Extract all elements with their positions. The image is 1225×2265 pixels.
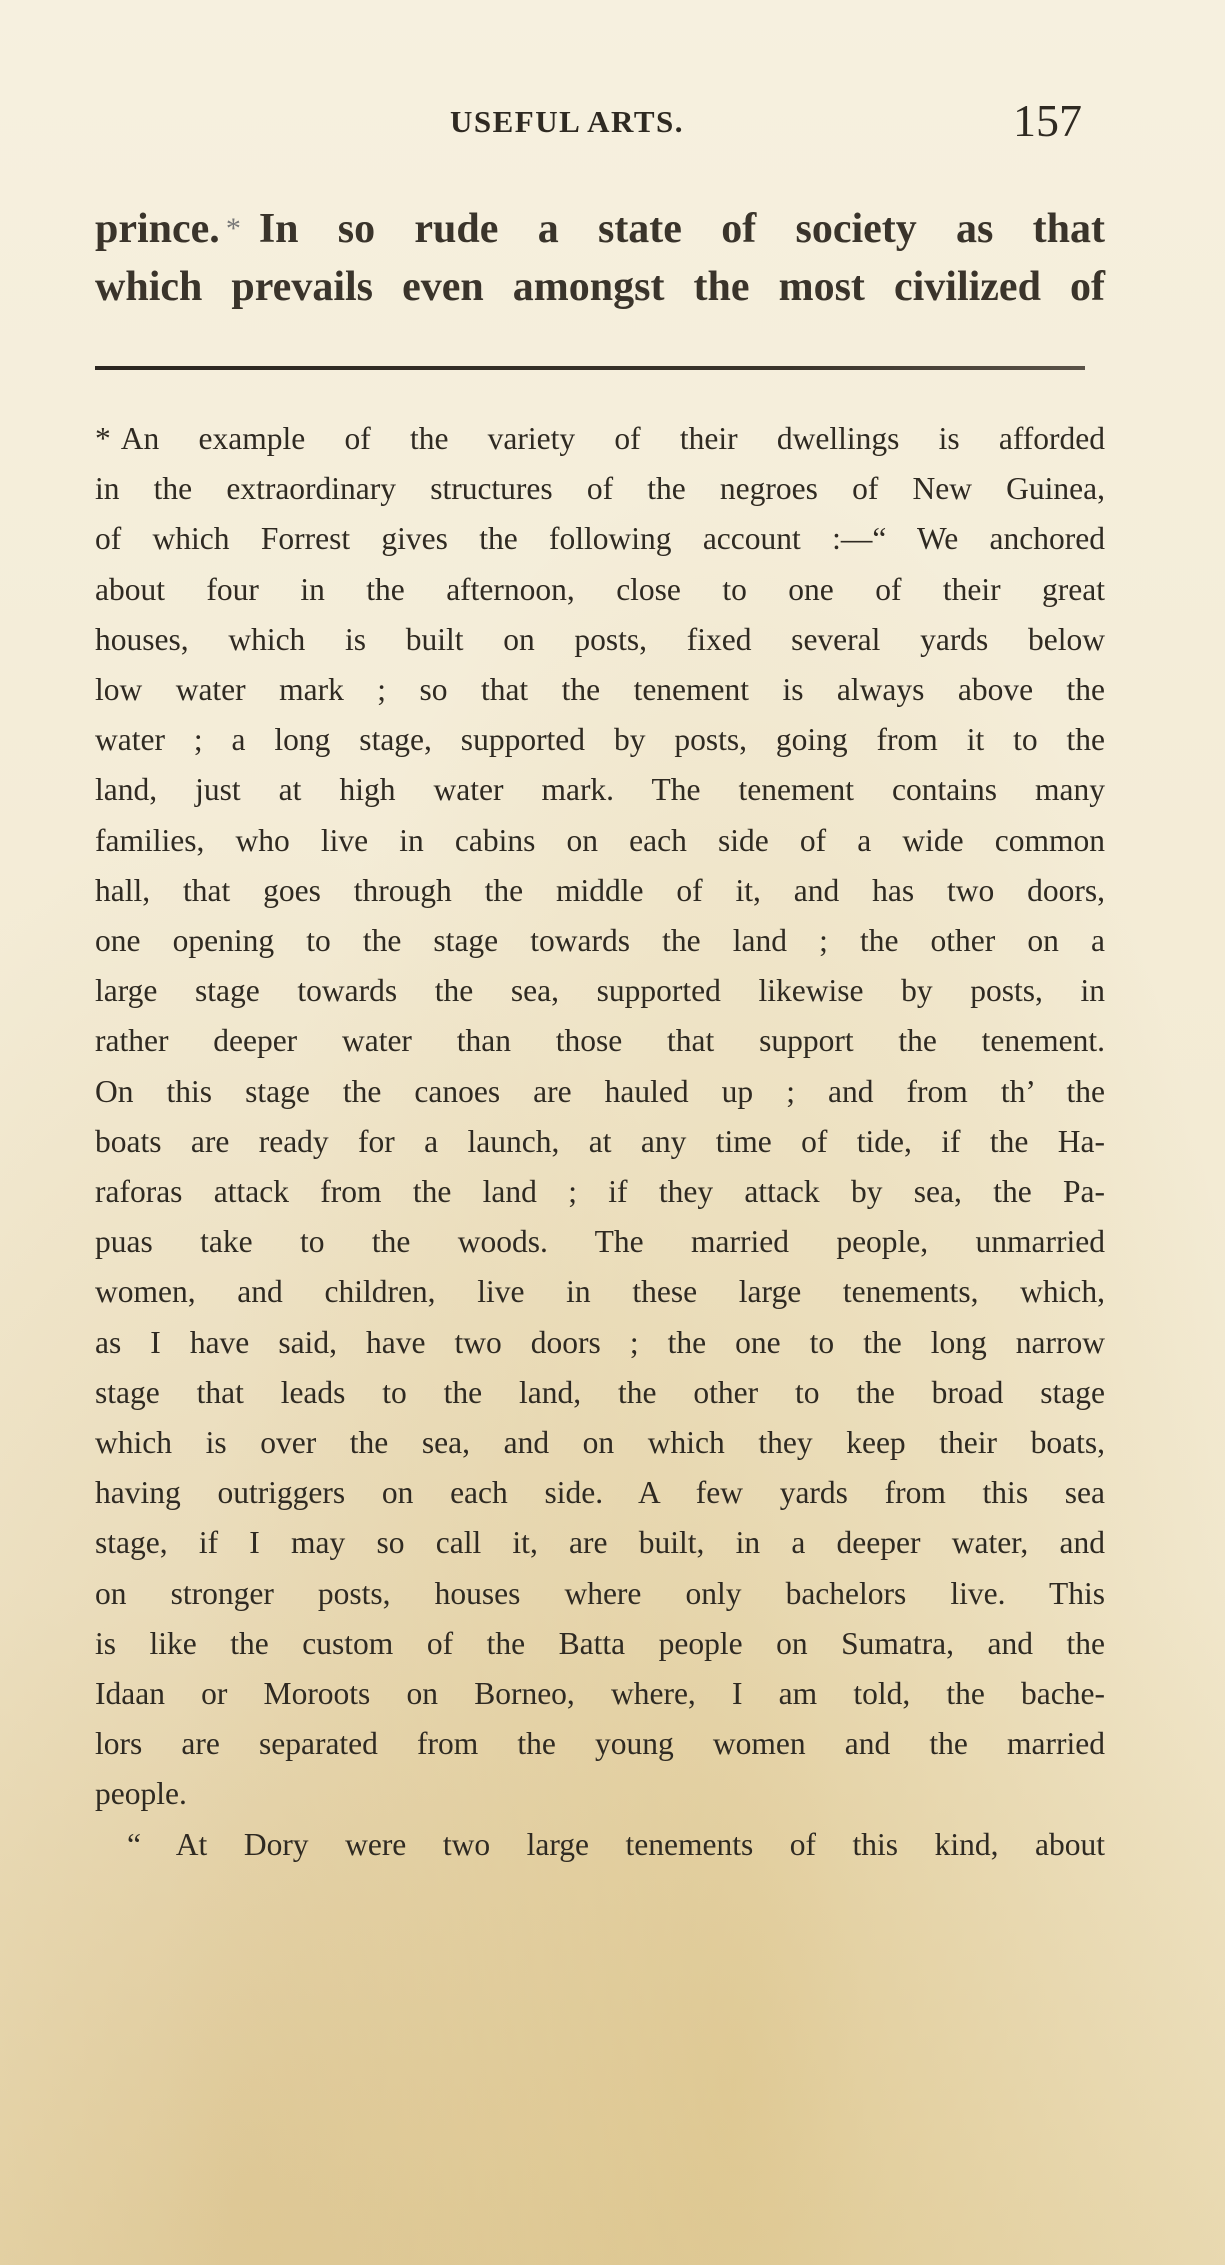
- footnote-line-text: An example of the variety of their dwellings is afforded: [120, 421, 1105, 456]
- footnote-line: one opening to the stage towards the land ; the other on a: [95, 923, 1105, 959]
- footnote-line: having outriggers on each side. A few yards from this sea: [95, 1475, 1105, 1511]
- footnote-line: On this stage the canoes are hauled up ; and from th’ the: [95, 1073, 1105, 1109]
- footnote-line: which is over the sea, and on which they keep their boats,: [95, 1425, 1105, 1461]
- footnote-line: rather deeper water than those that support the tenement.: [95, 1023, 1105, 1059]
- footnote-line: Idaan or Moroots on Borneo, where, I am told, the bache-: [95, 1676, 1105, 1712]
- footnote-line: “ At Dory were two large tenements of this kind, about: [127, 1826, 1105, 1862]
- main-text-line: [95, 200, 1105, 258]
- footnote-line: is like the custom of the Batta people on Sumatra, and the: [95, 1625, 1105, 1661]
- main-text-segment: In so rude a state of society as that: [258, 206, 1105, 252]
- footnote-line: [95, 414, 1105, 464]
- footnote-line: stage that leads to the land, the other to the broad stage: [95, 1374, 1105, 1410]
- footnote-line: stage, if I may so call it, are built, in a deeper water, and: [95, 1525, 1105, 1561]
- main-text: [95, 200, 1105, 316]
- footnote-line: about four in the afternoon, close to one of their great: [95, 571, 1105, 607]
- main-text-segment: prince.: [95, 206, 220, 252]
- footnote-line: low water mark ; so that the tenement is always above the: [95, 672, 1105, 708]
- footnote-line: houses, which is built on posts, fixed several yards below: [95, 621, 1105, 657]
- footnote-line: raforas attack from the land ; if they attack by sea, the Pa-: [95, 1174, 1105, 1210]
- footnote: [95, 414, 1105, 1870]
- running-head: USEFUL ARTS.: [450, 104, 684, 139]
- footnote-line: land, just at high water mark. The tenement contains many: [95, 772, 1105, 808]
- footnote-line: hall, that goes through the middle of it, and has two doors,: [95, 872, 1105, 908]
- footnote-divider: [95, 366, 1085, 370]
- footnote-line: in the extraordinary structures of the negroes of New Guinea,: [95, 471, 1105, 507]
- footnote-line: puas take to the woods. The married people, unmarried: [95, 1224, 1105, 1260]
- footnote-line: families, who live in cabins on each side of a wide common: [95, 822, 1105, 858]
- footnote-line: large stage towards the sea, supported likewise by posts, in: [95, 973, 1105, 1009]
- footnote-reference-mark: *: [225, 212, 241, 245]
- footnote-marker: *: [95, 421, 111, 456]
- footnote-line: people.: [95, 1776, 187, 1812]
- main-text-line: which prevails even amongst the most civilized of: [95, 264, 1105, 310]
- footnote-line: of which Forrest gives the following account :—“ We anchored: [95, 521, 1105, 557]
- footnote-line: boats are ready for a launch, at any time of tide, if the Ha-: [95, 1123, 1105, 1159]
- footnote-line: as I have said, have two doors ; the one to the long narrow: [95, 1324, 1105, 1360]
- footnote-line: water ; a long stage, supported by posts, going from it to the: [95, 722, 1105, 758]
- page-number: 157: [1013, 95, 1082, 146]
- footnote-line: women, and children, live in these large tenements, which,: [95, 1274, 1105, 1310]
- footnote-line: on stronger posts, houses where only bachelors live. This: [95, 1575, 1105, 1611]
- footnote-line: lors are separated from the young women and the married: [95, 1726, 1105, 1762]
